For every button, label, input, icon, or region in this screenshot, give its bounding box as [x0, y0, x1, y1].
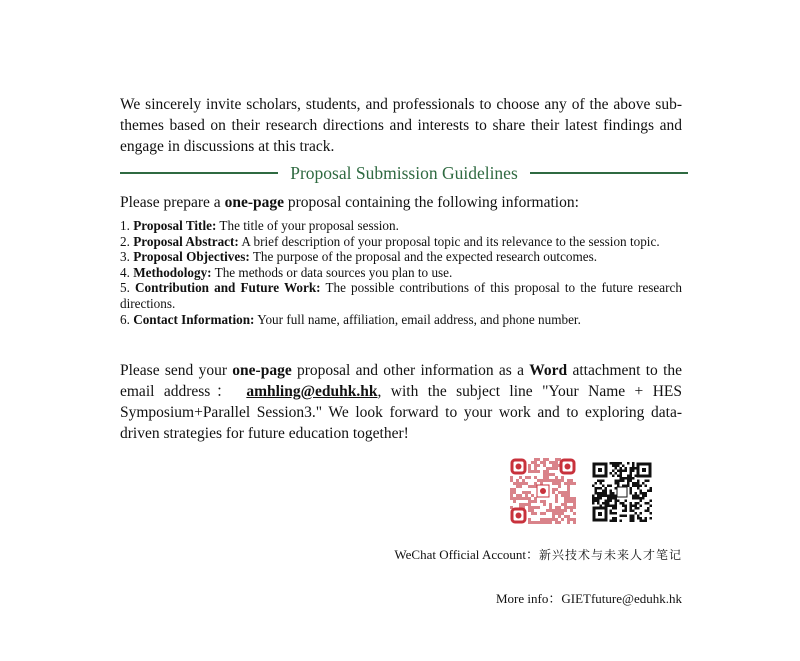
requirement-item [120, 280, 682, 311]
submission-instruction [120, 360, 682, 444]
prepare-text-after: proposal containing the following information: [284, 194, 579, 211]
item-label: Proposal Title: [133, 218, 217, 233]
more-info-label: More info： [496, 591, 562, 606]
send-text-2: proposal and other information as a [291, 362, 530, 379]
more-info-line [496, 588, 682, 607]
prepare-text-before: Please prepare a [120, 194, 225, 211]
wechat-qr-code [510, 458, 576, 524]
item-number: 6. [120, 311, 130, 327]
send-text-4: , with the subject line "Your Name + HES Symposium+Parallel Session3." We look forward to your work and to exploring data-driven strategies for future education together! [120, 383, 682, 442]
intro-paragraph: We sincerely invite scholars, students, and professionals to choose any of the above sub-themes based on their research directions and interests to share their latest findings and engage in discussions at this track. [120, 96, 682, 155]
wechat-label: WeChat Official Account： [394, 547, 539, 562]
item-label: Contact Information: [133, 311, 255, 327]
send-bold-1: one-page [232, 362, 292, 379]
prepare-instruction [120, 192, 682, 213]
send-bold-2: Word [529, 362, 568, 379]
heading-rule-right [530, 172, 688, 174]
requirement-item [120, 234, 682, 250]
item-number: 1. [120, 218, 130, 233]
section-title: Proposal Submission Guidelines [290, 162, 518, 183]
item-text: The title of your proposal session. [216, 218, 399, 233]
item-text: Your full name, affiliation, email address, and phone number. [254, 311, 581, 327]
item-text: The purpose of the proposal and the expected research outcomes. [249, 249, 598, 265]
item-number: 5. [120, 280, 130, 296]
item-number: 4. [120, 264, 130, 280]
requirement-item [120, 265, 682, 281]
item-text: The possible contributions of this proposal to the future research directions. [120, 280, 682, 311]
item-label: Proposal Objectives: [133, 249, 250, 265]
prepare-text-bold: one-page [224, 194, 284, 211]
send-text-1: Please send your [120, 362, 233, 379]
item-number: 3. [120, 249, 130, 265]
item-number: 2. [120, 233, 130, 249]
section-heading [120, 160, 688, 186]
send-text-3: attachment to the email address： [120, 362, 683, 400]
requirement-list [120, 218, 682, 327]
more-info-email[interactable]: GIETfuture@eduhk.hk [561, 591, 682, 606]
item-label: Methodology: [133, 264, 212, 280]
wechat-account-name: 新兴技术与未来人才笔记 [538, 548, 682, 562]
requirement-item [120, 312, 682, 328]
item-label: Proposal Abstract: [133, 233, 239, 249]
item-label: Contribution and Future Work: [135, 280, 321, 296]
item-text: The methods or data sources you plan to use. [211, 264, 453, 280]
heading-rule-left [120, 172, 278, 174]
info-qr-code [592, 462, 652, 522]
submission-email-link[interactable]: amhling@eduhk.hk [246, 383, 378, 400]
requirement-item [120, 218, 682, 234]
item-text: A brief description of your proposal topic and its relevance to the session topic. [238, 233, 660, 249]
requirement-item [120, 249, 682, 265]
wechat-account-line [394, 544, 682, 563]
